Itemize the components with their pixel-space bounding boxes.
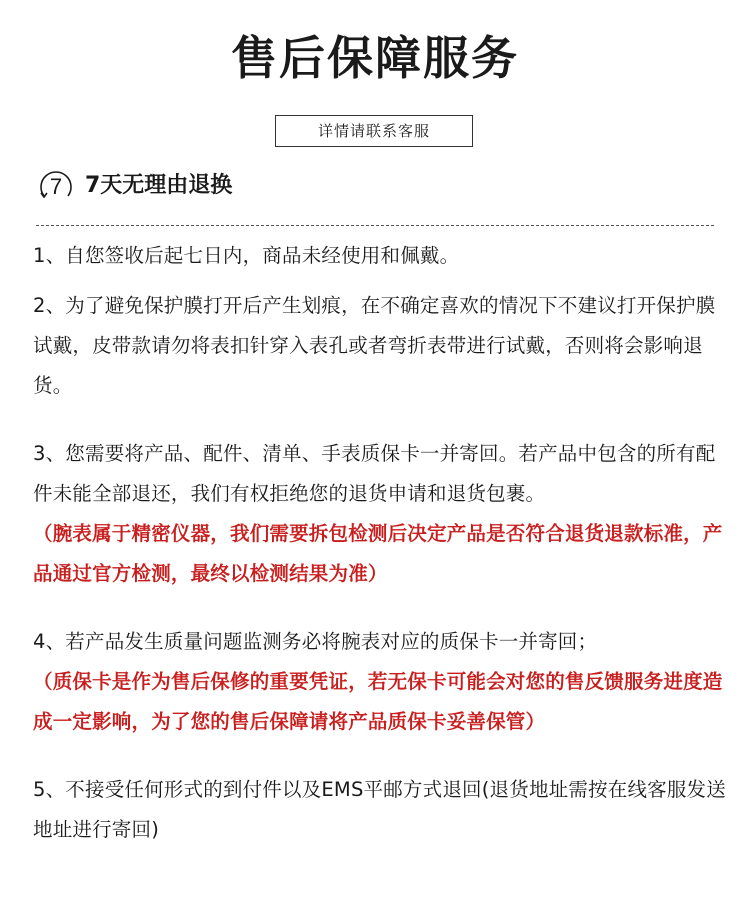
clause-5: [33, 770, 733, 850]
page-title: 售后保障服务: [231, 31, 519, 85]
seven-day-icon-text: 7: [49, 174, 63, 199]
clause-3: [33, 434, 733, 594]
clause-text: 4、若产品发生质量问题监测务必将腕表对应的质保卡一并寄回；: [33, 630, 598, 653]
clause-2: [33, 286, 733, 406]
return-policy-header: [36, 166, 232, 206]
section-title: 7天无理由退换: [85, 173, 233, 198]
clause-text: 3、您需要将产品、配件、清单、手表质保卡一并寄回。若产品中包含的所有配件未能全部退还，我们有权拒绝您的退货申请和退货包裹。: [33, 442, 716, 505]
seven-day-cycle-icon: [36, 166, 76, 206]
clause-4: [33, 622, 733, 742]
clause-list: [33, 236, 733, 850]
clause-1: [33, 236, 733, 276]
clause-note: （质保卡是作为售后保修的重要凭证，若无保卡可能会对您的售反馈服务进度造成一定影响，为了您的售后保障请将产品质保卡妥善保管）: [33, 670, 723, 733]
clause-text: 2、为了避免保护膜打开后产生划痕，在不确定喜欢的情况下不建议打开保护膜试戴，皮带款请勿将表扣针穿入表孔或者弯折表带进行试戴，否则将会影响退货。: [33, 294, 716, 397]
clause-text: 1、自您签收后起七日内，商品未经使用和佩戴。: [33, 244, 460, 267]
clause-text: 5、不接受任何形式的到付件以及EMS平邮方式退回(退货地址需按在线客服发送地址进行寄回): [33, 778, 726, 841]
dashed-divider: [36, 225, 714, 226]
contact-service-button[interactable]: 详情请联系客服: [275, 115, 473, 147]
clause-note: （腕表属于精密仪器，我们需要拆包检测后决定产品是否符合退货退款标准，产品通过官方检测，最终以检测结果为准）: [33, 522, 723, 585]
